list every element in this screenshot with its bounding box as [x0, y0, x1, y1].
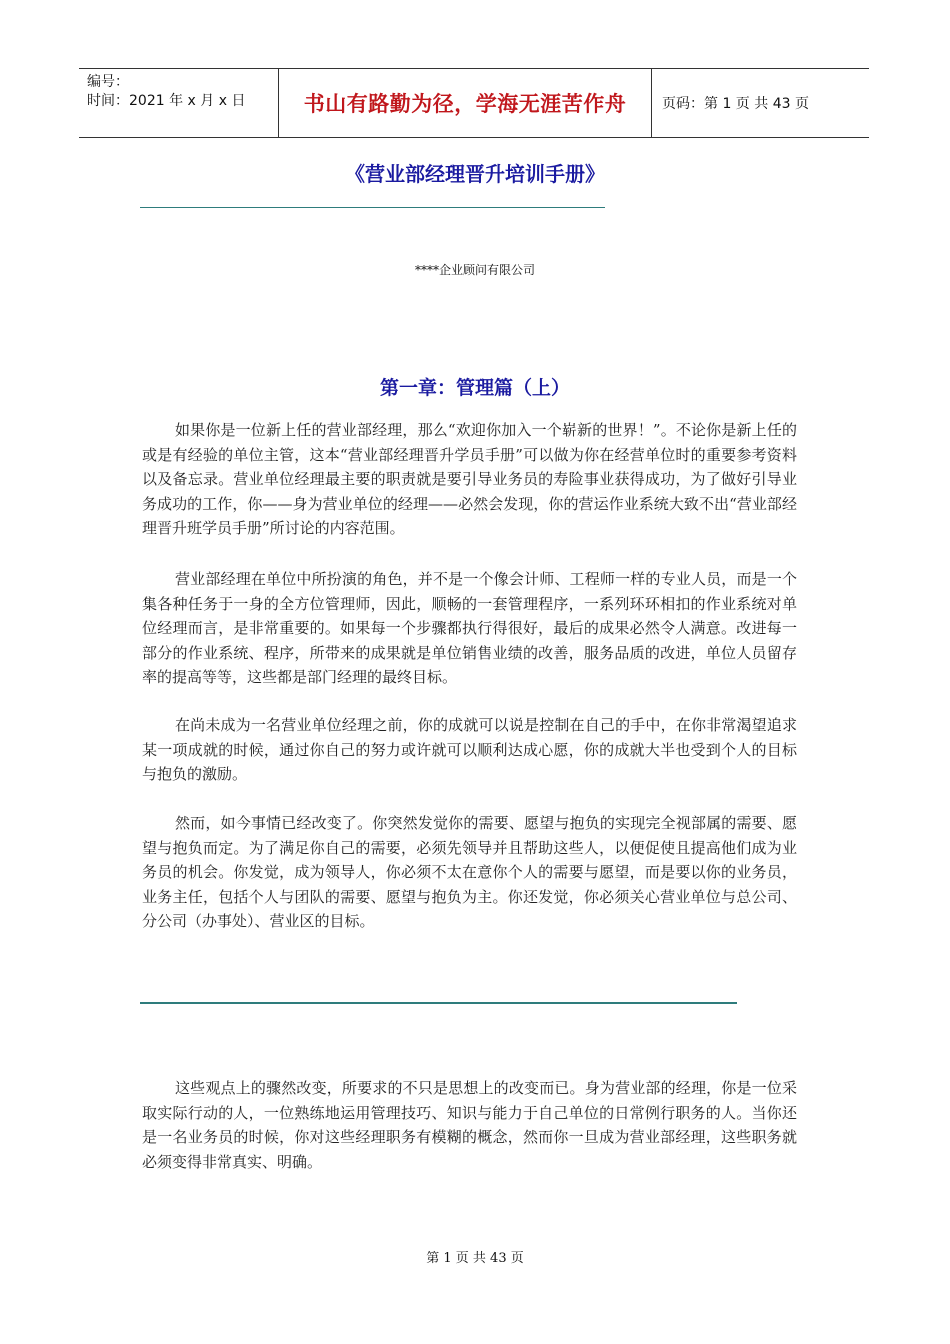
- paragraph-2: 营业部经理在单位中所扮演的角色，并不是一个像会计师、工程师一样的专业人员，而是一个集各种任务于一身的全方位管理师，因此，顺畅的一套管理程序，一系列环环相扣的作业系统对单位经理而言，是非常重要的。如果每一个步骤都执行得很好，最后的成果必然令人满意。改进每一部分的作业系统、程序，所带来的成果就是单位销售业绩的改善，服务品质的改进，单位人员留存率的提高等等，这些都是部门经理的最终目标。: [142, 570, 797, 686]
- time-label: 时间：2021 年 x 月 x 日: [87, 93, 246, 109]
- paragraph-5: 这些观点上的骤然改变，所要求的不只是思想上的改变而已。身为营业部的经理，你是一位采取实际行动的人，一位熟练地运用管理技巧、知识与能力于自己单位的日常例行职务的人。当你还是一名业务员的时候，你对这些经理职务有模糊的概念，然而你一旦成为营业部经理，这些职务就必须变得非常真实、明确。: [142, 1079, 797, 1171]
- document-title: 《营业部经理晋升培训手册》: [345, 162, 605, 186]
- chapter-heading: 第一章：管理篇（上）: [379, 377, 570, 399]
- title-divider: [140, 207, 605, 208]
- header-meta: [79, 69, 279, 137]
- paragraph-3: 在尚未成为一名营业单位经理之前，你的成就可以说是控制在自己的手中，在你非常渴望追求某一项成就的时候，通过你自己的努力或许就可以顺利达成心愿，你的成就大半也受到个人的目标与抱负的激励。: [142, 716, 797, 783]
- section-divider: [140, 1002, 737, 1004]
- number-label: 编号：: [87, 74, 129, 90]
- header-motto: 书山有路勤为径，学海无涯苦作舟: [279, 69, 652, 137]
- paragraph-1: 如果你是一位新上任的营业部经理，那么“欢迎你加入一个崭新的世界！”。不论你是新上任的或是有经验的单位主管，这本“营业部经理晋升学员手册”可以做为你在经营单位时的重要参考资料以及备忘录。营业单位经理最主要的职责就是要引导业务员的寿险事业获得成功，为了做好引导业务成功的工作，你——身为营业单位的经理——必然会发现，你的营运作业系统大致不出“营业部经理晋升班学员手册”所讨论的内容范围。: [142, 421, 797, 537]
- header-table: [79, 68, 869, 138]
- company-name: ****企业顾问有限公司: [414, 263, 535, 277]
- paragraph-4: 然而，如今事情已经改变了。你突然发觉你的需要、愿望与抱负的实现完全视部属的需要、愿望与抱负而定。为了满足你自己的需要，必须先领导并且帮助这些人，以便促使且提高他们成为业务员的机会。你发觉，成为领导人，你必须不太在意你个人的需要与愿望，而是要以你的业务员，业务主任，包括个人与团队的需要、愿望与抱负为主。你还发觉，你必须关心营业单位与总公司、分公司（办事处）、营业区的目标。: [142, 814, 797, 930]
- page-footer: 第 1 页 共 43 页: [426, 1251, 524, 1266]
- header-page-info: 页码：第 1 页 共 43 页: [662, 96, 809, 112]
